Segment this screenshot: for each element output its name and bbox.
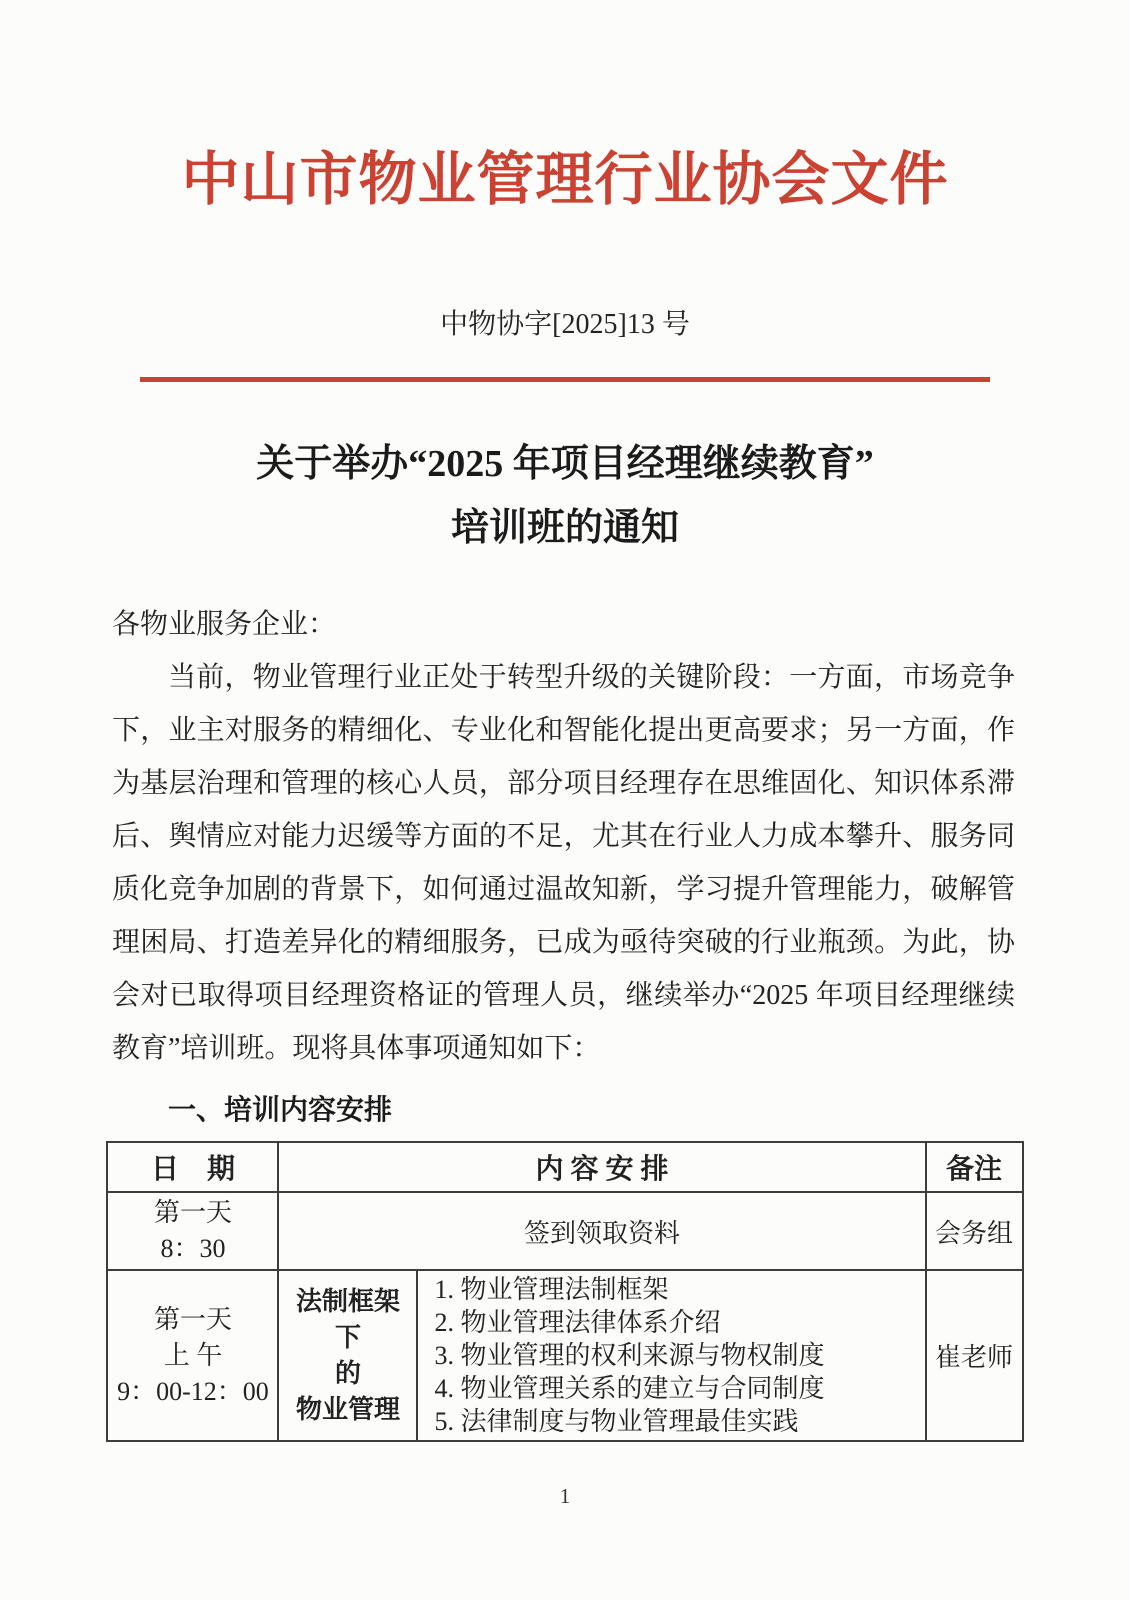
content-item: 5. 法律制度与物业管理最佳实践 bbox=[434, 1407, 799, 1436]
col-header-content: 内 容 安 排 bbox=[278, 1142, 925, 1192]
table-row-morning-session bbox=[107, 1270, 1022, 1441]
topic-cell bbox=[278, 1270, 417, 1441]
content-item: 1. 物业管理法制框架 bbox=[434, 1275, 669, 1304]
note-cell: 会务组 bbox=[926, 1192, 1023, 1270]
content-item: 2. 物业管理法律体系介绍 bbox=[434, 1308, 721, 1337]
content-item: 4. 物业管理关系的建立与合同制度 bbox=[434, 1374, 825, 1403]
table-header-row bbox=[107, 1142, 1022, 1192]
letterhead-title: 中山市物业管理行业协会文件 bbox=[181, 147, 949, 212]
col-header-note: 备注 bbox=[926, 1142, 1023, 1192]
section-heading-training-content: 一、培训内容安排 bbox=[168, 1094, 393, 1125]
date-line: 8：30 bbox=[160, 1234, 226, 1263]
date-cell bbox=[107, 1192, 278, 1270]
page-number: 1 bbox=[559, 1484, 571, 1508]
red-rule-divider bbox=[140, 377, 990, 382]
content-cell: 签到领取资料 bbox=[278, 1192, 925, 1270]
salutation: 各物业服务企业： bbox=[112, 609, 337, 640]
date-cell bbox=[107, 1270, 278, 1441]
date-line: 第一天 bbox=[153, 1198, 232, 1227]
topic-line: 物业管理 bbox=[295, 1394, 400, 1424]
note-cell: 崔老师 bbox=[926, 1270, 1023, 1441]
schedule-table bbox=[106, 1141, 1023, 1442]
date-line: 9：00-12：00 bbox=[117, 1376, 269, 1406]
notice-title bbox=[0, 432, 1130, 560]
topic-line: 的 bbox=[334, 1358, 361, 1388]
notice-body bbox=[112, 598, 1015, 1075]
content-item: 3. 物业管理的权利来源与物权制度 bbox=[434, 1341, 825, 1370]
doc-number: 中物协字[2025]13 号 bbox=[440, 309, 690, 340]
date-line: 上 午 bbox=[163, 1340, 223, 1370]
topic-line: 法制框架下 bbox=[295, 1286, 400, 1352]
body-paragraph: 当前，物业管理行业正处于转型升级的关键阶段：一方面，市场竞争下，业主对服务的精细化、专业化和智能化提出更高要求；另一方面，作为基层治理和管理的核心人员，部分项目经理存在思维固化、知识体系滞后、舆情应对能力迟缓等方面的不足，尤其在行业人力成本攀升、服务同质化竞争加剧的背景下，如何通过温故知新，学习提升管理能力，破解管理困局、打造差异化的精细服务，已成为亟待突破的行业瓶颈。为此，协会对已取得项目经理资格证的管理人员，继续举办“2025 年项目经理继续教育”培训班。现将具体事项通知如下： bbox=[112, 662, 1015, 1064]
col-header-date: 日 期 bbox=[107, 1142, 278, 1192]
notice-title-line2: 培训班的通知 bbox=[450, 507, 679, 549]
notice-title-line1: 关于举办“2025 年项目经理继续教育” bbox=[256, 443, 874, 485]
table-row-signin bbox=[107, 1192, 1022, 1270]
content-list-cell bbox=[417, 1270, 925, 1441]
date-line: 第一天 bbox=[153, 1304, 232, 1334]
